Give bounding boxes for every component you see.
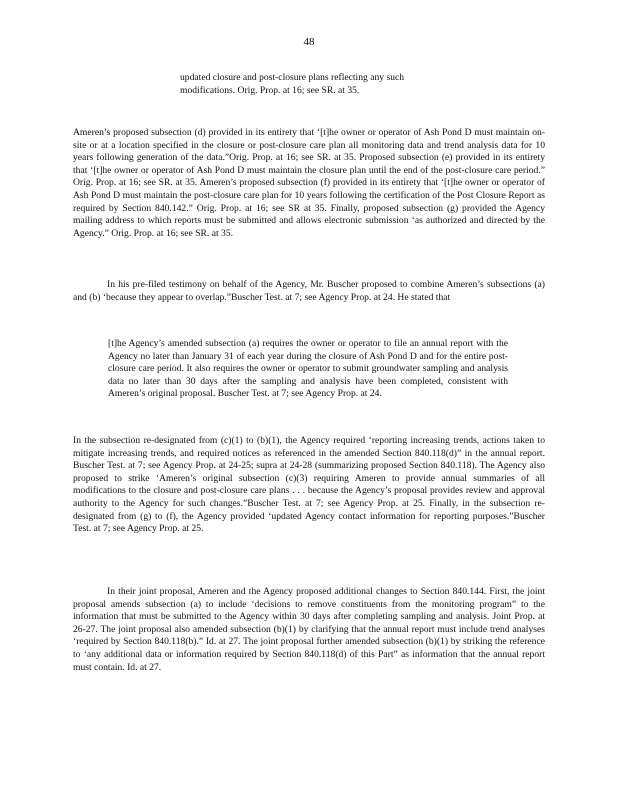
page-number: 48: [303, 36, 315, 48]
paragraph-joint-proposal: In their joint proposal, Ameren and the Agency proposed additional changes to Section 840.144. First, the joint proposal amends subsection (a) to include ‘decisions to remove constituents from the monitoring program” to the information that must be submitted to the Agency within 30 days after completing sampling and analysis. Joint Prop. at 26-27. The joint proposal also amended subsection (b)(1) by clarifying that the annual report must include trend analyses ‘required by Section 840.118(b).” Id. at 27. The joint proposal further amended subsection (b)(1) by striking the reference to ‘any additional data or information required by Section 840.118(d) of this Part” as information that the annual report must contain. Id. at 27.: [73, 586, 545, 673]
paragraph-buscher-testimony: In his pre-filed testimony on behalf of the Agency, Mr. Buscher proposed to combine Ameren’s subsections (a) and (b) ‘because they appear to overlap.”Buscher Test. at 7; see Agency Prop. at 24. He stated that: [73, 279, 545, 303]
block-quote-amended-subsection: [t]he Agency’s amended subsection (a) requires the owner or operator to file an annual report with the Agency no later than January 31 of each year during the closure of Ash Pond D and for the entire post-closure care period. It also requires the owner or operator to submit groundwater sampling and analysis data no later than 30 days after the sampling and analysis have been completed, consistent with Ameren’s original proposal. Buscher Test. at 7; see Agency Prop. at 24.: [108, 338, 508, 400]
paragraph-subsections-d-g: Ameren’s proposed subsection (d) provided in its entirety that ‘[t]he owner or operator of Ash Pond D must maintain on-site or at a location specified in the closure or post-closure care plan all monitoring data and trend analysis data for 10 years following generation of the data.”Orig. Prop. at 16; see SR. at 35. Proposed subsection (e) provided in its entirety that ‘[t]he owner or operator of Ash Pond D must maintain the closure plan until the end of the post-closure care period.” Orig. Prop. at 16; see SR. at 35. Ameren’s proposed subsection (f) provided in its entirety that ‘[t]he owner or operator of Ash Pond D must maintain the post-closure care plan for 10 years following the certification of the Post Closure Report as required by Section 840.142.” Orig. Prop. at 16; see SR at 35. Finally, proposed subsection (g) provided the Agency mailing address to which reports must be submitted and allows electronic submission ‘as authorized and directed by the Agency.” Orig. Prop. at 16; see SR. at 35.: [73, 127, 545, 239]
continued-paragraph: updated closure and post-closure plans reflecting any such modifications. Orig. Prop. at 16; see SR. at 35.: [180, 72, 405, 96]
paragraph-re-designated-subsection: In the subsection re-designated from (c)(1) to (b)(1), the Agency required ‘reporting increasing trends, actions taken to mitigate increasing trends, and required notices as referenced in the amended Section 840.118(d)” in the annual report. Buscher Test. at 7; see Agency Prop. at 24-25; supra at 24-28 (summarizing proposed Section 840.118). The Agency also proposed to strike ‘Ameren’s original subsection (c)(3) requiring Ameren to provide annual summaries of all modifications to the closure and post-closure care plans . . . because the Agency’s proposal provides review and approval authority to the Agency for such changes.”Buscher Test. at 7; see Agency Prop. at 25. Finally, in the subsection re-designated from (g) to (f), the Agency provided ‘updated Agency contact information for reporting purposes.”Buscher Test. at 7; see Agency Prop. at 25.: [73, 435, 545, 535]
